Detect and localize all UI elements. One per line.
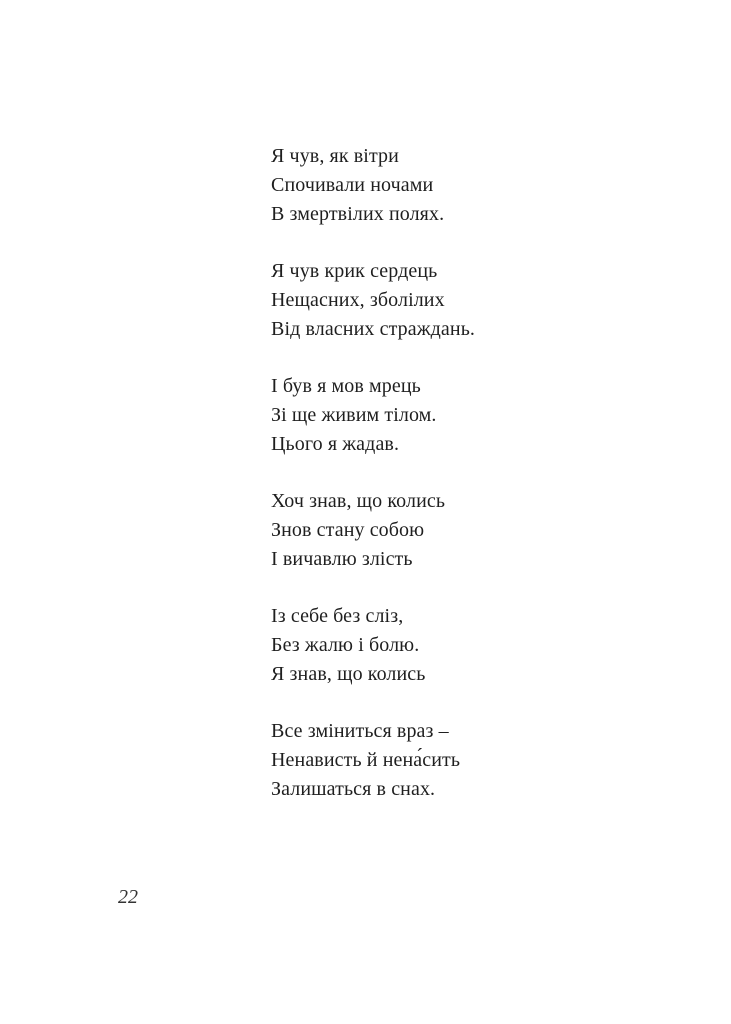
poem-line: Все зміниться враз – (271, 720, 449, 742)
stanza-3 (271, 372, 691, 459)
poem-line: Я чув крик сердець (271, 260, 438, 282)
poem-line: Від власних страждань. (271, 318, 476, 340)
stanza-1 (271, 142, 691, 229)
poem-line: Із себе без сліз, (271, 605, 404, 627)
poem-line: Ненависть й нена́сить (271, 749, 461, 771)
poem-line: Я чув, як вітри (271, 145, 399, 167)
poem (271, 142, 691, 832)
poem-line: Цього я жадав. (271, 433, 400, 455)
poem-line: Я знав, що колись (271, 663, 426, 685)
poem-line: Залишаться в снах. (271, 778, 436, 800)
stanza-2 (271, 257, 691, 344)
stanza-4 (271, 487, 691, 574)
poem-line: Нещасних, зболілих (271, 289, 445, 311)
poem-line: Знов стану собою (271, 519, 425, 541)
poem-line: Без жалю і болю. (271, 634, 420, 656)
poem-line: І був я мов мрець (271, 375, 421, 397)
page-number: 22 (118, 886, 138, 908)
stanza-5 (271, 602, 691, 689)
poem-line: Спочивали ночами (271, 174, 434, 196)
stanza-6 (271, 717, 691, 804)
poem-line: Зі ще живим тілом. (271, 404, 437, 426)
poem-line: В змертвілих полях. (271, 203, 445, 225)
poem-line: Хоч знав, що колись (271, 490, 446, 512)
poem-line: І вичавлю злість (271, 548, 413, 570)
